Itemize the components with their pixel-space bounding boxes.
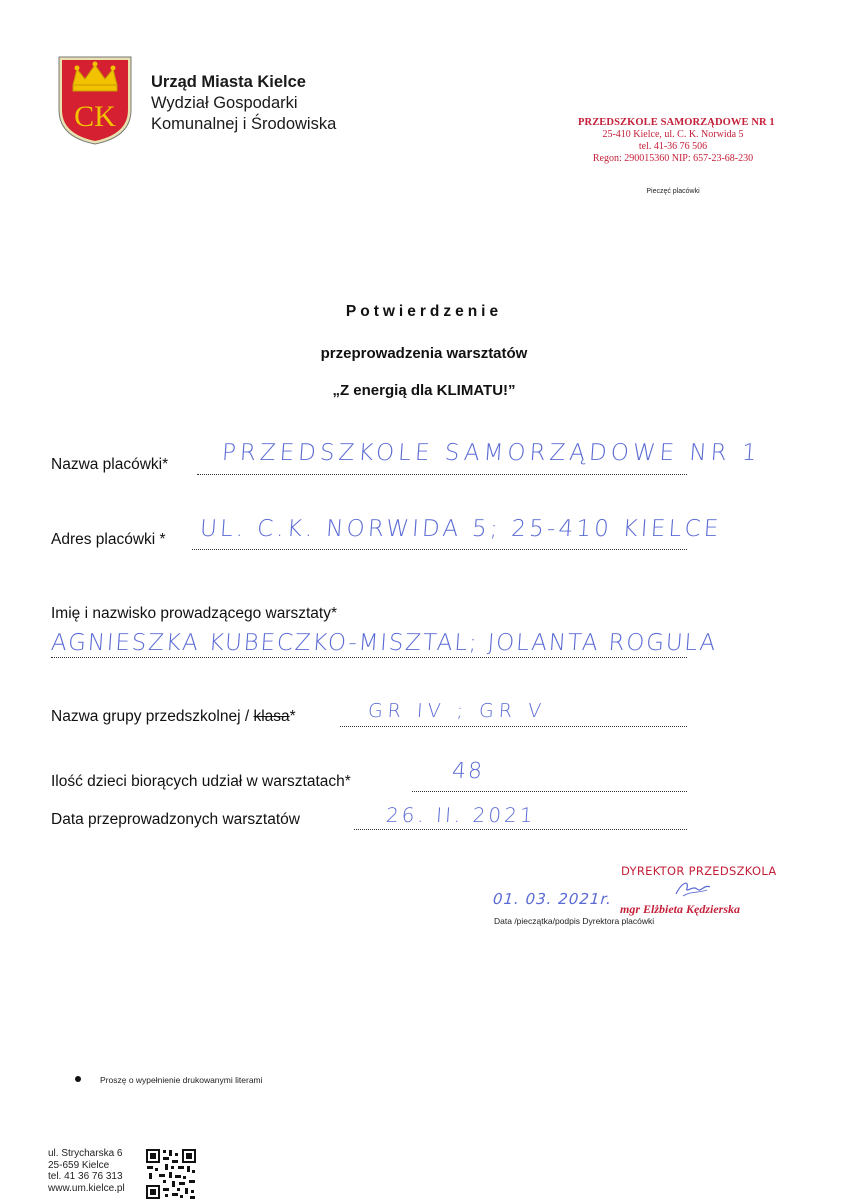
org-dept-line-2: Komunalnej i Środowiska bbox=[151, 115, 337, 133]
workshop-name: „Z energią dla KLIMATU!” bbox=[332, 382, 516, 399]
footer-city: 25-659 Kielce bbox=[48, 1159, 110, 1171]
instructor-label: Imię i nazwisko prowadzącego warsztaty* bbox=[51, 605, 338, 622]
facility-name-value: PRZEDSZKOLE SAMORZĄDOWE NR 1 bbox=[221, 440, 762, 466]
footer-address bbox=[48, 1148, 125, 1194]
org-dept-line-1: Wydział Gospodarki bbox=[151, 94, 298, 112]
svg-text:CK: CK bbox=[74, 100, 116, 133]
workshop-date-value: 26. II. 2021 bbox=[385, 803, 537, 827]
director-title: DYREKTOR PRZEDSZKOLA bbox=[621, 864, 777, 878]
struck-option: klasa bbox=[253, 708, 290, 725]
workshop-date-label: Data przeprowadzonych warsztatów bbox=[51, 811, 300, 828]
children-count-value: 48 bbox=[451, 759, 485, 784]
instructor-value: AGNIESZKA KUBECZKO-MISZTAL; JOLANTA ROGULA bbox=[50, 630, 718, 656]
director-name: mgr Elżbieta Kędzierska bbox=[620, 902, 741, 916]
qr-code-icon bbox=[145, 1148, 197, 1200]
footnote: Proszę o wypełnienie drukowanymi literami bbox=[100, 1075, 263, 1085]
stamp-caption: Pieczęć placówki bbox=[646, 188, 700, 195]
stamp-line-4: Regon: 290015360 NIP: 657-23-68-230 bbox=[592, 153, 754, 164]
footnote-bullet-icon bbox=[75, 1076, 81, 1082]
doc-subtitle: przeprowadzenia warsztatów bbox=[320, 345, 528, 362]
workshop-date-line bbox=[354, 829, 687, 830]
group-line bbox=[340, 726, 687, 727]
children-count-label: Ilość dzieci biorących udział w warsztatach* bbox=[51, 773, 351, 790]
facility-name-line bbox=[197, 474, 687, 475]
facility-address-value: UL. C.K. NORWIDA 5; 25-410 KIELCE bbox=[199, 516, 723, 542]
footer-street: ul. Strycharska 6 bbox=[48, 1148, 123, 1159]
children-count-line bbox=[412, 791, 687, 792]
group-value: GR IV ; GR V bbox=[367, 700, 547, 722]
kielce-coat-of-arms-icon bbox=[57, 55, 133, 145]
facility-address-label: Adres placówki * bbox=[51, 531, 166, 548]
stamp-line-2: 25-410 Kielce, ul. C. K. Norwida 5 bbox=[602, 129, 744, 140]
doc-title: Potwierdzenie bbox=[345, 303, 503, 320]
facility-address-line bbox=[192, 549, 687, 550]
group-label: Nazwa grupy przedszkolnej / klasa* bbox=[51, 708, 296, 725]
signature-caption: Data /pieczątka/podpis Dyrektora placówki bbox=[494, 916, 655, 926]
footer-phone: tel. 41 36 76 313 bbox=[48, 1171, 123, 1182]
director-signature-icon bbox=[673, 876, 713, 900]
org-name: Urząd Miasta Kielce bbox=[151, 73, 306, 91]
facility-stamp bbox=[578, 117, 775, 165]
instructor-line bbox=[51, 657, 687, 658]
stamp-line-1: PRZEDSZKOLE SAMORZĄDOWE NR 1 bbox=[578, 117, 775, 128]
footer-web: www.um.kielce.pl bbox=[48, 1182, 125, 1194]
facility-name-label: Nazwa placówki* bbox=[51, 456, 169, 473]
signature-date: 01. 03. 2021r. bbox=[492, 890, 613, 908]
stamp-line-3: tel. 41-36 76 506 bbox=[638, 141, 708, 152]
issuer-block bbox=[151, 72, 336, 135]
